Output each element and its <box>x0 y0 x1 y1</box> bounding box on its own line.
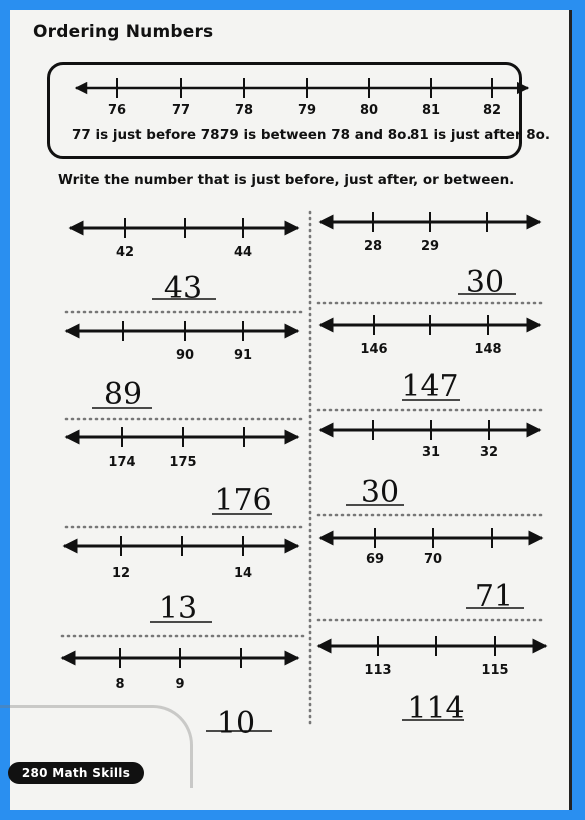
tick-label: 113 <box>364 663 392 678</box>
problem-number-line <box>320 528 542 614</box>
problem-number-line <box>62 648 298 741</box>
handwritten-answer[interactable]: 89 <box>103 377 143 412</box>
tick-label: 28 <box>363 239 383 254</box>
example-sentence-before: 77 is just before 78. <box>72 127 225 143</box>
handwritten-answer[interactable]: 10 <box>216 706 256 741</box>
problem-number-line <box>66 321 298 412</box>
problem-number-line <box>320 315 540 404</box>
problem-number-line <box>320 420 540 510</box>
tick-label: 174 <box>108 455 136 470</box>
handwritten-answer[interactable]: 30 <box>360 475 400 510</box>
handwritten-answer[interactable]: 13 <box>158 591 198 626</box>
tick-label: 32 <box>479 445 499 460</box>
tick-label: 91 <box>233 348 253 363</box>
example-sentence-between: 79 is between 78 and 8o. <box>220 127 412 143</box>
tick-label: 8 <box>115 677 125 692</box>
problem-number-line <box>70 218 298 306</box>
handwritten-answer[interactable]: 114 <box>407 691 465 726</box>
tick-label: 42 <box>115 245 135 260</box>
example-tick-label: 81 <box>421 103 441 118</box>
example-tick-label: 82 <box>482 103 502 118</box>
example-tick-label: 77 <box>171 103 191 118</box>
tick-label: 148 <box>474 342 502 357</box>
problem-number-line <box>64 536 298 626</box>
tick-label: 31 <box>421 445 441 460</box>
example-tick-label: 78 <box>234 103 254 118</box>
tick-label: 70 <box>423 552 443 567</box>
instructions: Write the number that is just before, just after, or between. <box>58 172 515 188</box>
handwritten-answer[interactable]: 71 <box>474 579 514 614</box>
problem-number-line <box>320 212 540 300</box>
example-tick-label: 76 <box>107 103 127 118</box>
example-sentence-after: 81 is just after 8o. <box>410 127 551 143</box>
tick-label: 44 <box>233 245 253 260</box>
tick-label: 90 <box>175 348 195 363</box>
tick-label: 69 <box>365 552 385 567</box>
example-tick-label: 80 <box>359 103 379 118</box>
tick-label: 146 <box>360 342 388 357</box>
problem-number-line <box>66 427 298 518</box>
handwritten-answer[interactable]: 43 <box>163 271 203 306</box>
tick-label: 115 <box>481 663 509 678</box>
handwritten-answer[interactable]: 176 <box>214 483 272 518</box>
footer-badge: 280 Math Skills <box>8 762 144 784</box>
example-tick-label: 79 <box>297 103 317 118</box>
worksheet-title: Ordering Numbers <box>33 22 214 42</box>
tick-label: 175 <box>169 455 197 470</box>
handwritten-answer[interactable]: 147 <box>401 369 459 404</box>
tick-label: 14 <box>233 566 253 581</box>
problem-number-line <box>318 636 546 726</box>
handwritten-answer[interactable]: 30 <box>465 265 505 300</box>
example-number-line <box>76 78 528 118</box>
tick-label: 9 <box>175 677 185 692</box>
tick-label: 12 <box>111 566 131 581</box>
tick-label: 29 <box>420 239 440 254</box>
